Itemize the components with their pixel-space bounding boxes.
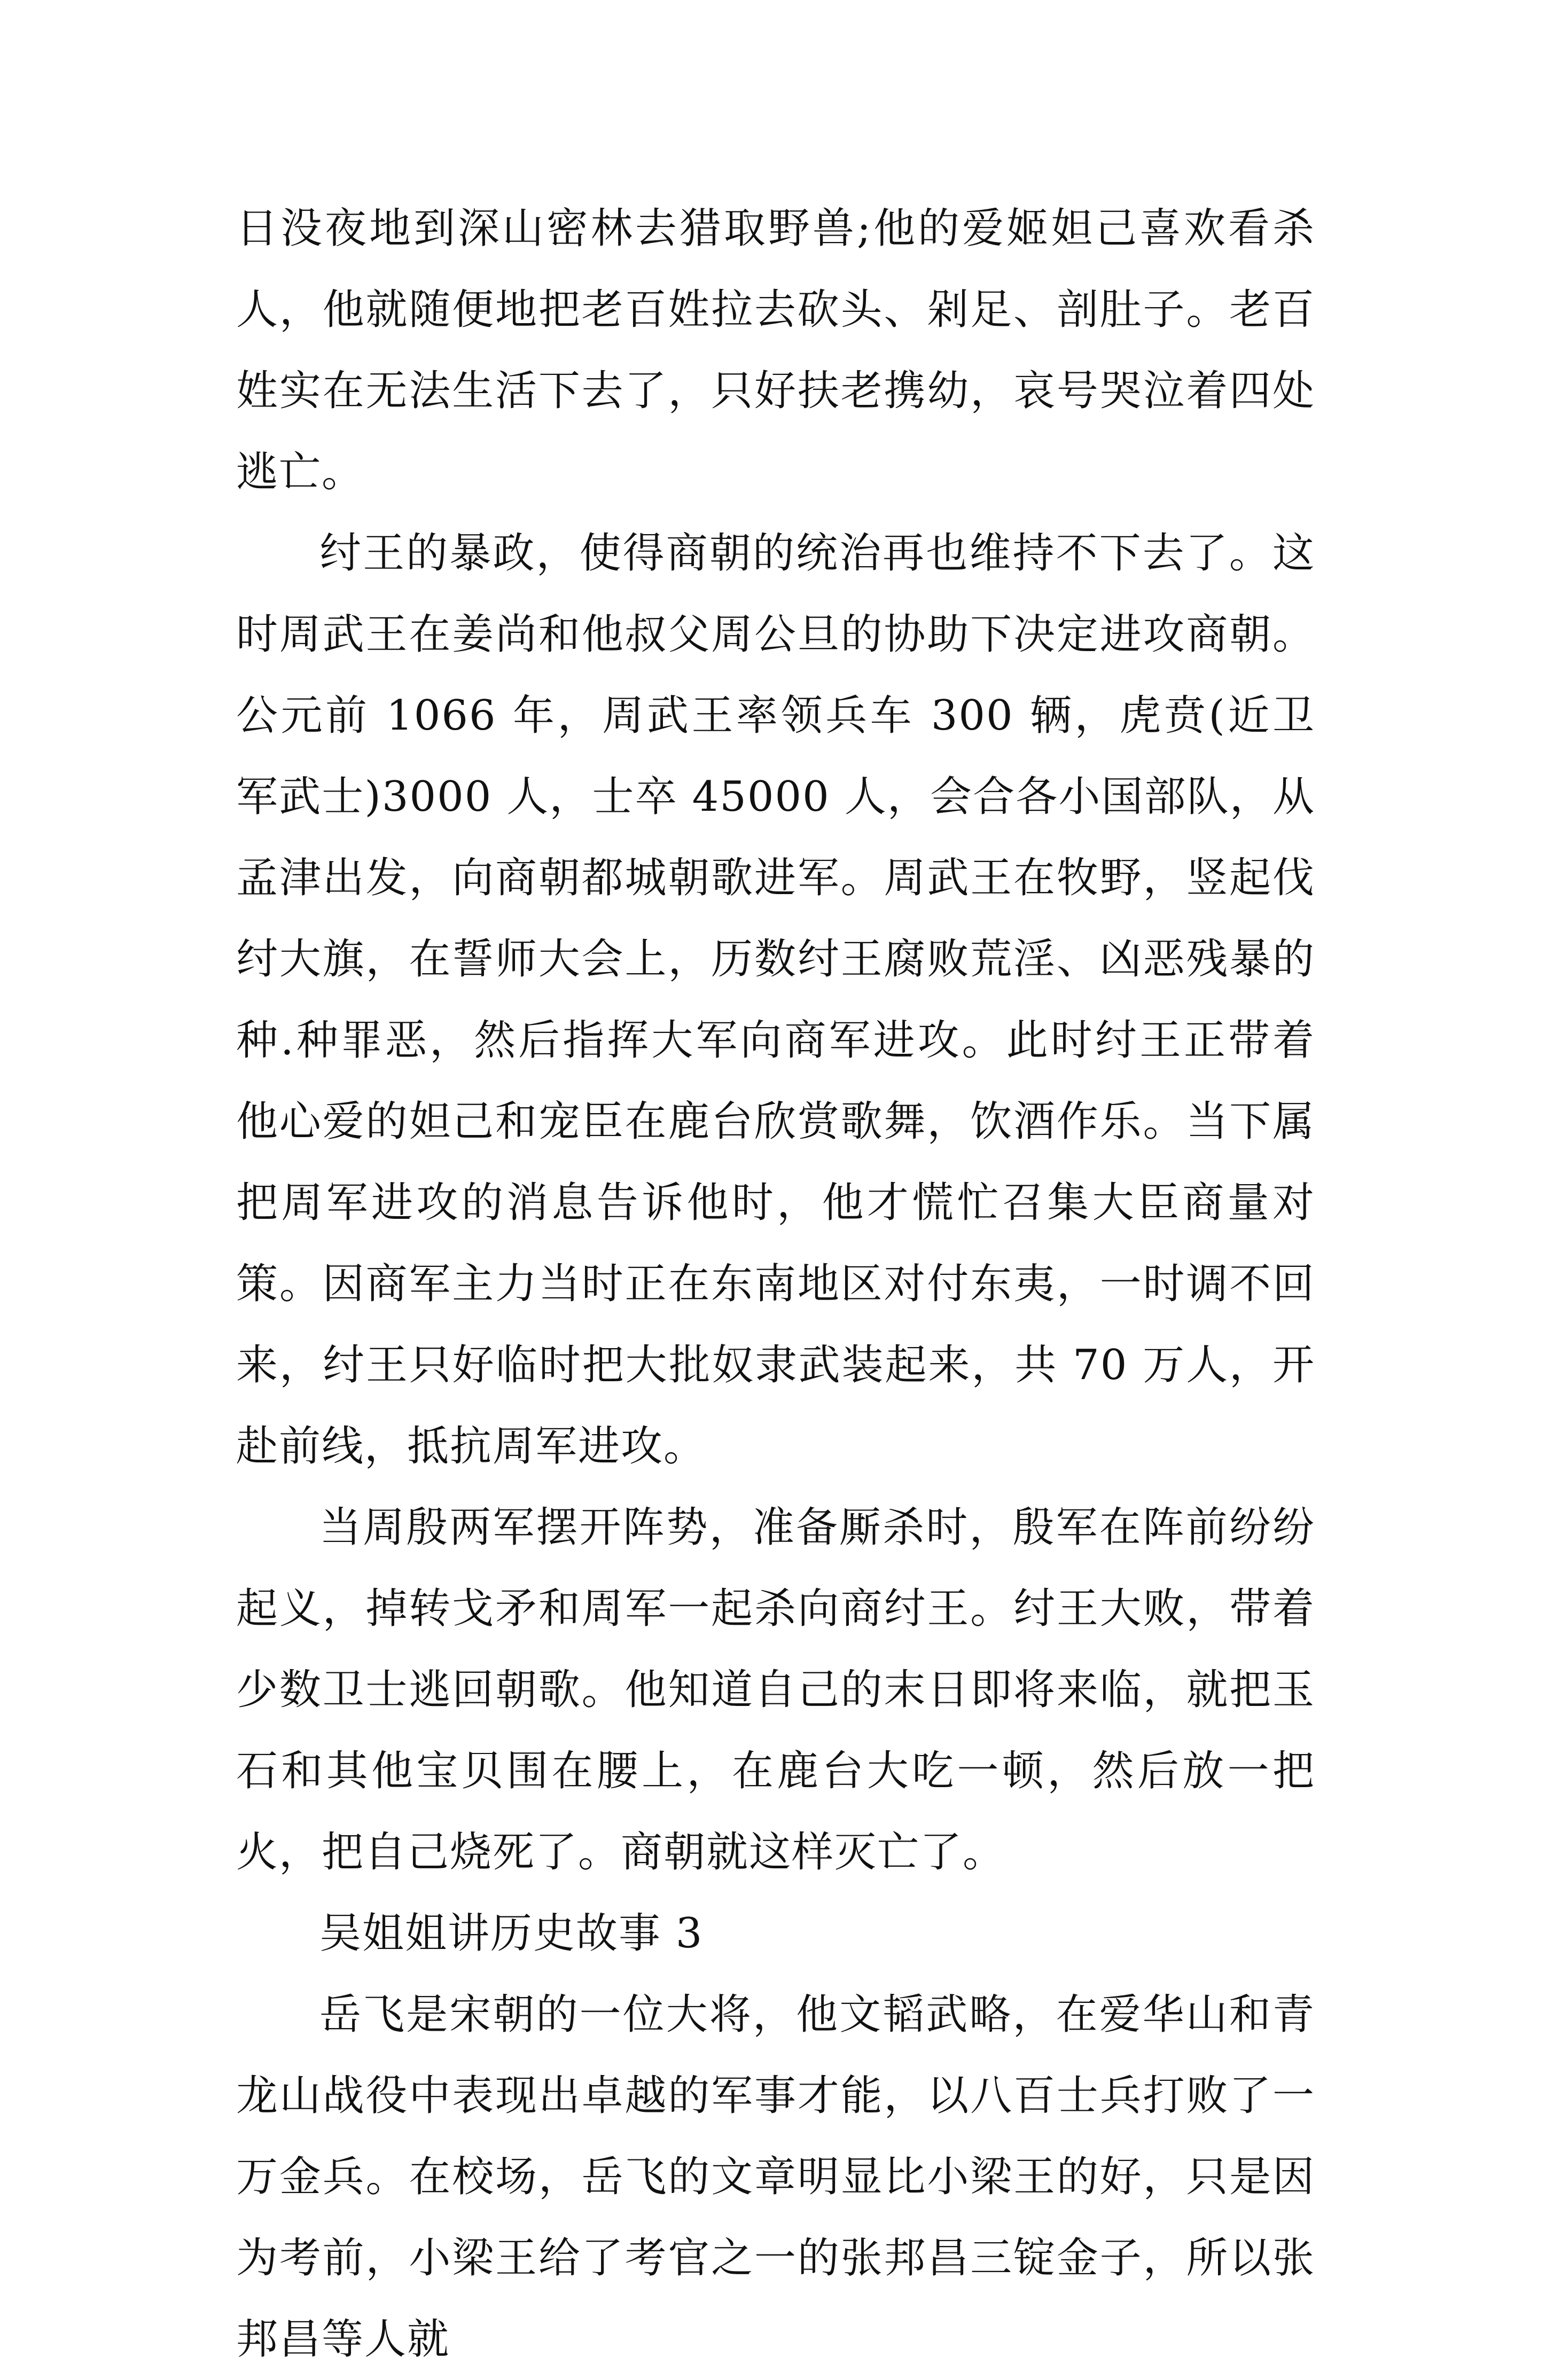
- document-body: [236, 188, 1315, 2380]
- paragraph-4: 岳飞是宋朝的一位大将，他文韬武略，在爱华山和青龙山战役中表现出卓越的军事才能，以八百士兵打败了一万金兵。在校场，岳飞的文章明显比小梁王的好，只是因为考前，小梁王给了考官之一的张邦昌三锭金子，所以张邦昌等人就: [236, 1991, 1315, 2363]
- paragraph-3: 当周殷两军摆开阵势，准备厮杀时，殷军在阵前纷纷起义，掉转戈矛和周军一起杀向商纣王。纣王大败，带着少数卫士逃回朝歌。他知道自己的末日即将来临，就把玉石和其他宝贝围在腰上，在鹿台大吃一顿，然后放一把火，把自己烧死了。商朝就这样灭亡了。: [236, 1504, 1315, 1876]
- section-heading: 吴姐姐讲历史故事 3: [319, 1909, 704, 1958]
- paragraph-2: 纣王的暴政，使得商朝的统治再也维持不下去了。这时周武王在姜尚和他叔父周公旦的协助下决定进攻商朝。公元前 1066 年，周武王率领兵车 300 辆，虎贲(近卫军武士)3000 人，士卒 45000 人，会合各小国部队，从孟津出发，向商朝都城朝歌进军。周武王在牧野，竖起伐纣大旗，在誓师大会上，历数纣王腐败荒淫、凶恶残暴的种.种罪恶，然后指挥大军向商军进攻。此时纣王正带着他心爱的妲己和宠臣在鹿台欣赏歌舞，饮酒作乐。当下属把周军进攻的消息告诉他时，他才慌忙召集大臣商量对策。因商军主力当时正在东南地区对付东夷，一时调不回来，纣王只好临时把大批奴隶武装起来，共 70 万人，开赴前线，抵抗周军进攻。: [236, 529, 1315, 1470]
- paragraph-1: 日没夜地到深山密林去猎取野兽;他的爱姬妲己喜欢看杀人，他就随便地把老百姓拉去砍头、剁足、剖肚子。老百姓实在无法生活下去了，只好扶老携幼，哀号哭泣着四处逃亡。: [236, 205, 1315, 496]
